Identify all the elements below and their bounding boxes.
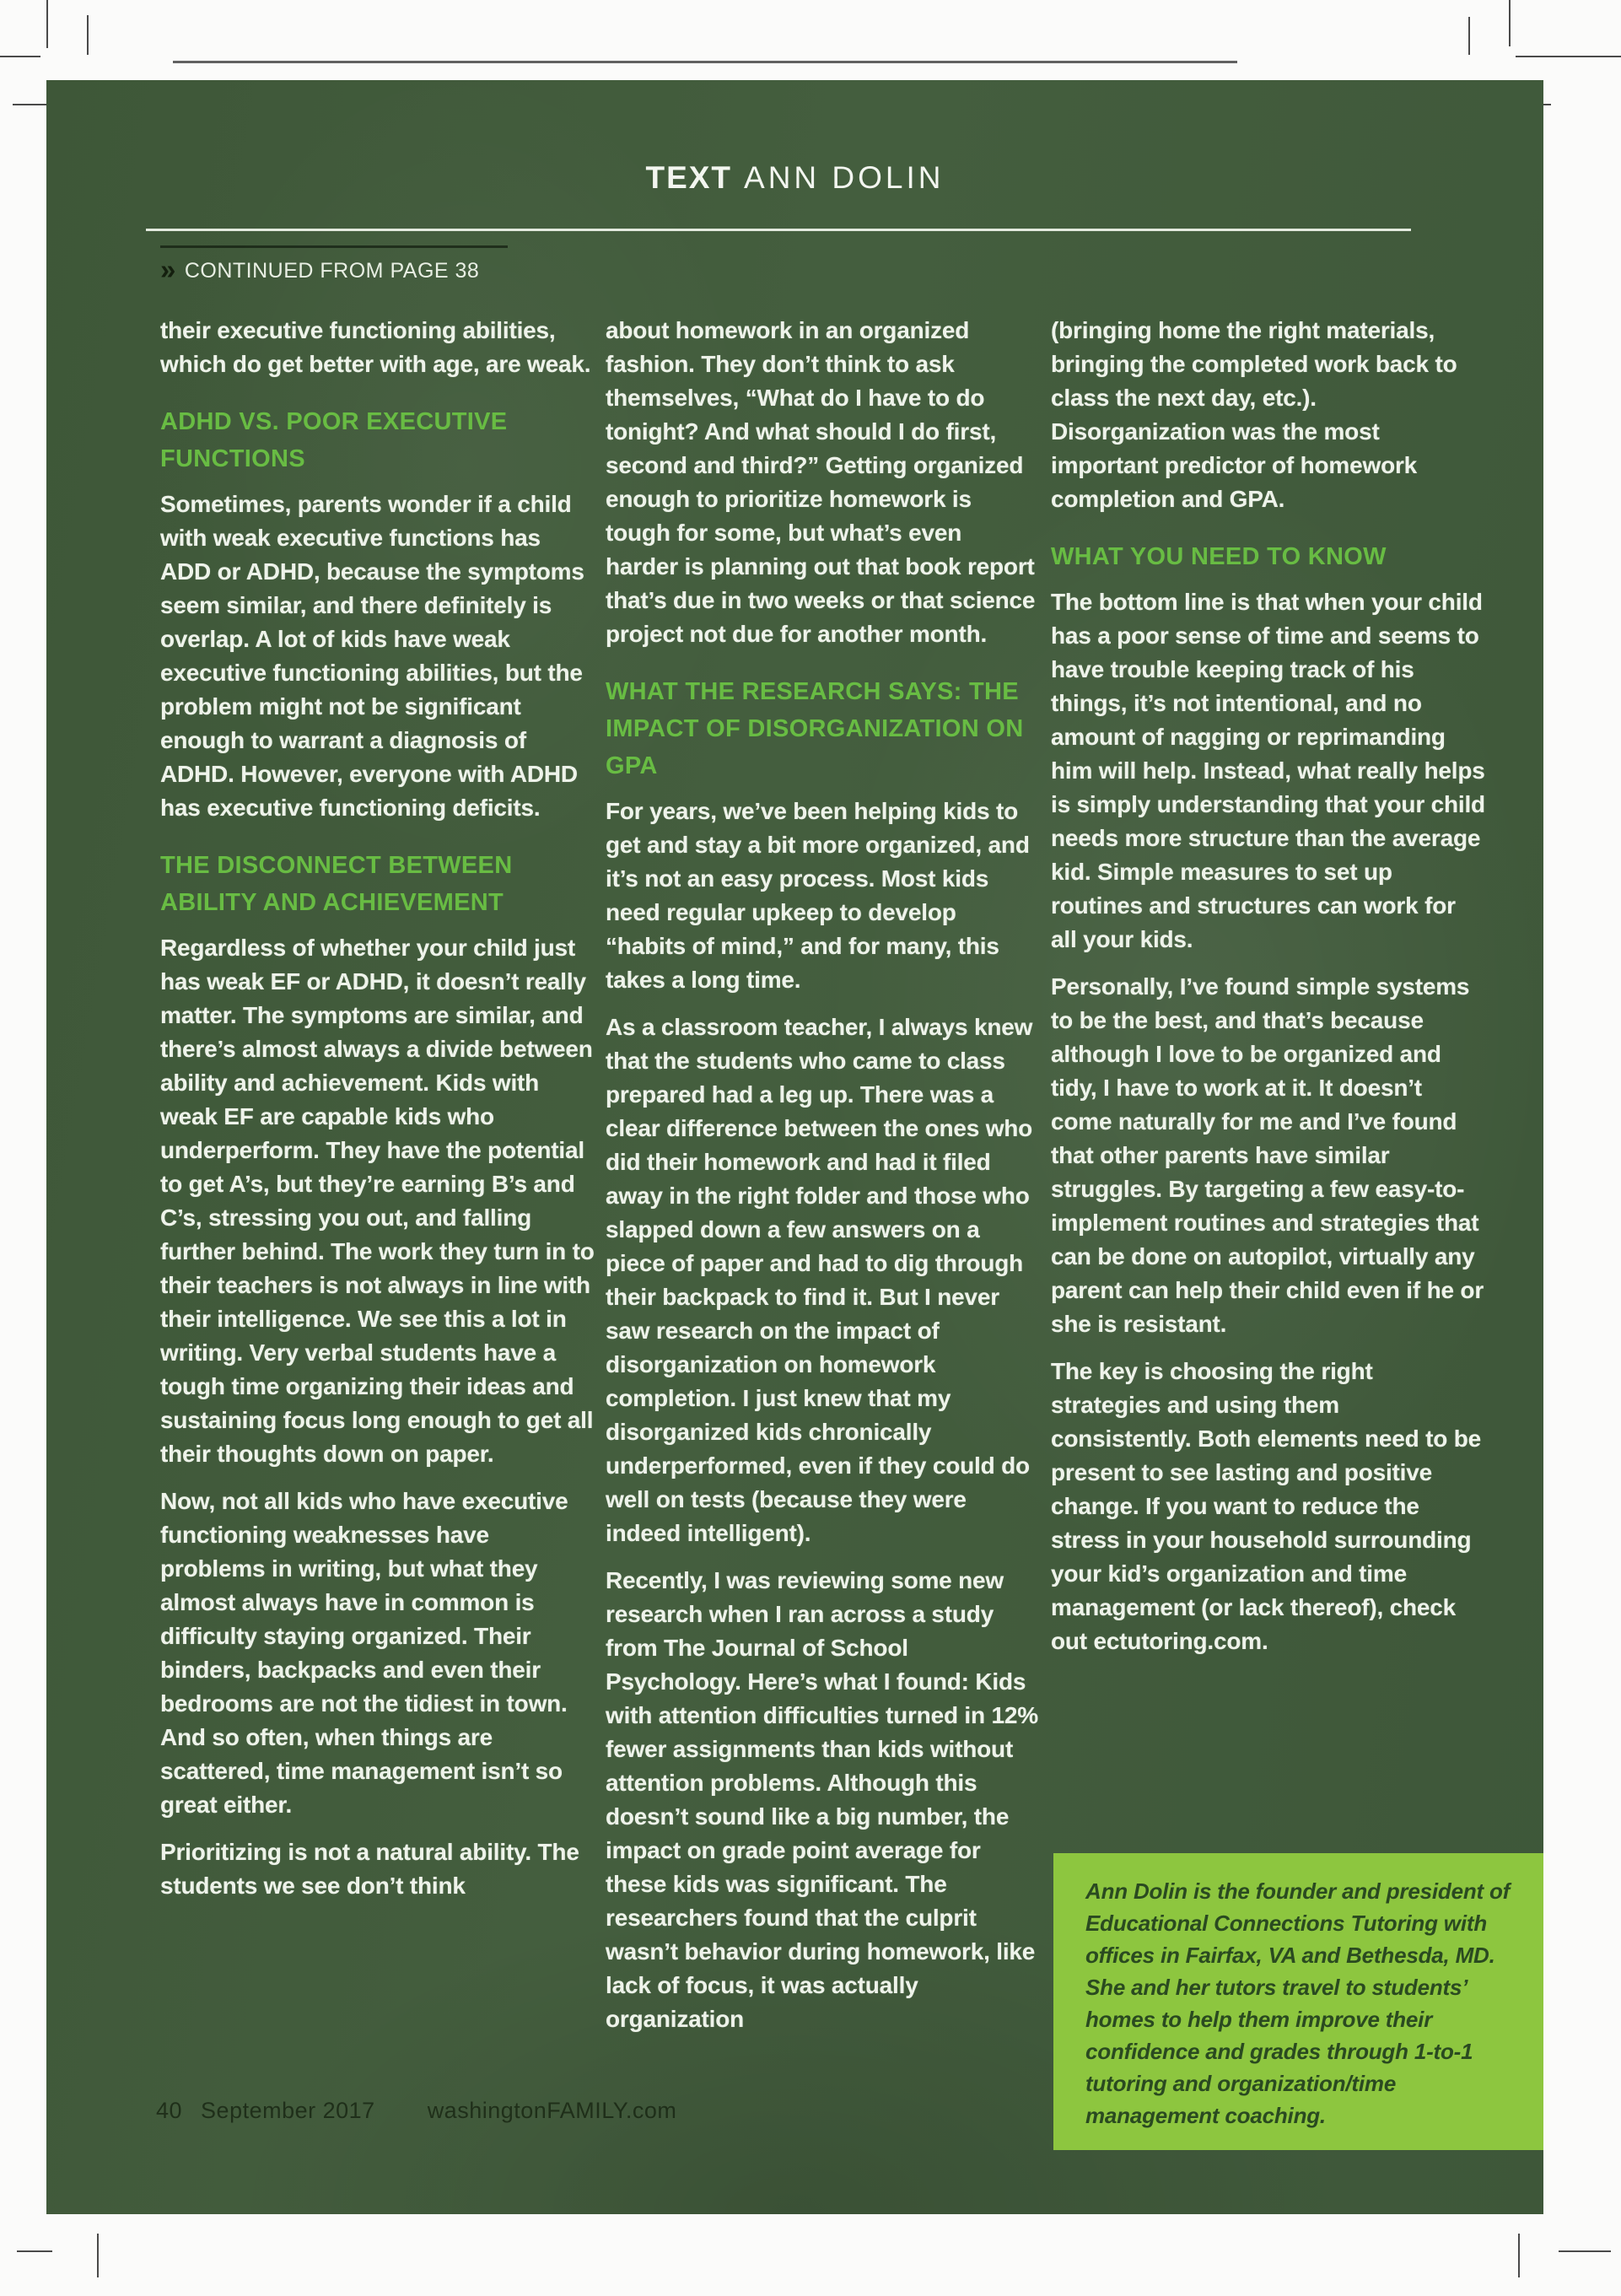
body-paragraph: Personally, I’ve found simple systems to be the best, and that’s because although I love to be organized and tidy, I have to work at it. It doesn’t come naturally for me and I’ve found that other parents have similar struggles. By targeting a few easy-to-implement routines and strategies that can be done on autopilot, virtually any parent can help their child even if he or she is resistant. xyxy=(1051,973,1484,1337)
body-paragraph: Now, not all kids who have executive functioning weaknesses have problems in writing, but what they almost always have in common is difficulty staying organized. Their binders, backpacks and even their bedrooms are not the tidiest in town. And so often, when things are scattered, time management isn’t so great either. xyxy=(160,1488,568,1818)
author-bio-box xyxy=(1053,1853,1543,2150)
crop-mark xyxy=(13,104,46,105)
body-paragraph: Recently, I was reviewing some new research when I ran across a study from The Journal of School Psychology. Here’s what I found: Kids with attention difficulties turned in 12% fewer assignments than kids without attention problems. Although this doesn’t sound like a big number, the impact on grade point average for these kids was significant. The researchers found that the culprit wasn’t behavior during homework, like lack of focus, it was actually organization xyxy=(606,1567,1038,2032)
crop-mark xyxy=(1516,56,1621,57)
crop-mark xyxy=(17,2250,52,2252)
body-paragraph: Sometimes, parents wonder if a child with weak executive functions has ADD or ADHD, because the symptoms seem similar, and there definitely is overlap. A lot of kids have weak executive functioning abilities, but the problem might not be significant enough to warrant a diagnosis of ADHD. However, everyone with ADHD has executive functioning deficits. xyxy=(160,491,584,821)
author-bio-text: Ann Dolin is the founder and president of Educational Connections Tutoring with offices in Fairfax, VA and Bethesda, MD. She and her tutors travel to students’ homes to help them improve their confidence and grades through 1-to-1 tutoring and organization/time management coaching. xyxy=(1085,1878,1511,2128)
crop-mark xyxy=(97,2234,99,2277)
section-heading: WHAT THE RESEARCH SAYS: THE IMPACT OF DISORGANIZATION ON GPA xyxy=(606,678,1024,779)
magazine-page xyxy=(46,80,1543,2214)
continued-from-note xyxy=(160,245,508,286)
body-paragraph: The key is choosing the right strategies and using them consistently. Both elements need to be present to see lasting and positive change. If you want to reduce the stress in your household surrounding your kid’s organization and time management (or lack thereof), check out ectutoring.com. xyxy=(1051,1358,1481,1654)
section-heading: WHAT YOU NEED TO KNOW xyxy=(1051,543,1387,570)
masthead-author: ANN DOLIN xyxy=(744,160,945,195)
scan-artifact-line xyxy=(173,61,1237,63)
section-heading: ADHD VS. POOR EXECUTIVE FUNCTIONS xyxy=(160,408,508,472)
body-paragraph: For years, we’ve been helping kids to get and stay a bit more organized, and it’s not an easy process. Most kids need regular upkeep to develop “habits of mind,” and for many, this takes a long time. xyxy=(606,798,1030,993)
page-number: 40 xyxy=(156,2098,183,2123)
article-columns xyxy=(160,314,1484,2050)
masthead xyxy=(46,160,1543,196)
continued-text: CONTINUED FROM PAGE 38 xyxy=(184,259,480,283)
body-paragraph: Prioritizing is not a natural ability. The students we see don’t think xyxy=(160,1839,579,1899)
crop-mark xyxy=(1468,17,1470,55)
double-chevron-icon: » xyxy=(160,254,176,285)
crop-mark xyxy=(1559,2250,1611,2252)
page-footer xyxy=(156,2098,676,2124)
body-paragraph: As a classroom teacher, I always knew that the students who came to class prepared had a leg up. There was a clear difference between the ones who did their homework and had it filed away in the right folder and those who slapped down a few answers on a piece of paper and had to dig through their backpack to find it. But I never saw research on the impact of disorganization on homework completion. I just knew that my disorganized kids chronically underperformed, even if they could do well on tests (because they were indeed intelligent). xyxy=(606,1014,1033,1546)
body-paragraph: their executive functioning abilities, which do get better with age, are weak. xyxy=(160,317,591,377)
crop-mark xyxy=(1518,2234,1520,2277)
crop-mark xyxy=(46,0,48,48)
column-3 xyxy=(1051,314,1485,2050)
section-heading: THE DISCONNECT BETWEEN ABILITY AND ACHIEVEMENT xyxy=(160,852,513,916)
column-2 xyxy=(606,314,1040,2050)
crop-mark xyxy=(87,15,89,55)
body-paragraph: Regardless of whether your child just has weak EF or ADHD, it doesn’t really matter. The symptoms are similar, and there’s almost always a divide between ability and achievement. Kids with weak EF are capable kids who underperform. They have the potential to get A’s, but they’re earning B’s and C’s, stressing you out, and falling further behind. The work they turn in to their teachers is not always in line with their intelligence. We see this a lot in writing. Very verbal students have a tough time organizing their ideas and sustaining focus long enough to get all their thoughts down on paper. xyxy=(160,935,595,1467)
masthead-label: TEXT xyxy=(645,160,733,195)
crop-mark xyxy=(0,56,40,57)
body-paragraph: about homework in an organized fashion. They don’t think to ask themselves, “What do I have to do tonight? And what should I do first, second and third?” Getting organized enough to prioritize homework is tough for some, but what’s even harder is planning out that book report that’s due in two weeks or that science project not due for another month. xyxy=(606,317,1036,647)
body-paragraph: (bringing home the right materials, bringing the completed work back to class the next day, etc.). Disorganization was the most important predictor of homework completion and GPA. xyxy=(1051,317,1457,512)
body-paragraph: The bottom line is that when your child has a poor sense of time and seems to have trouble keeping track of his things, it’s not intentional, and no amount of nagging or reprimanding him will help. Instead, what really helps is simply understanding that your child needs more structure than the average kid. Simple measures to set up routines and structures can work for all your kids. xyxy=(1051,589,1485,952)
crop-mark xyxy=(1509,0,1511,46)
footer-issue: September 2017 xyxy=(201,2098,375,2123)
footer-site: washingtonFAMILY.com xyxy=(427,2098,677,2123)
column-1 xyxy=(160,314,595,2050)
masthead-rule xyxy=(146,229,1411,231)
